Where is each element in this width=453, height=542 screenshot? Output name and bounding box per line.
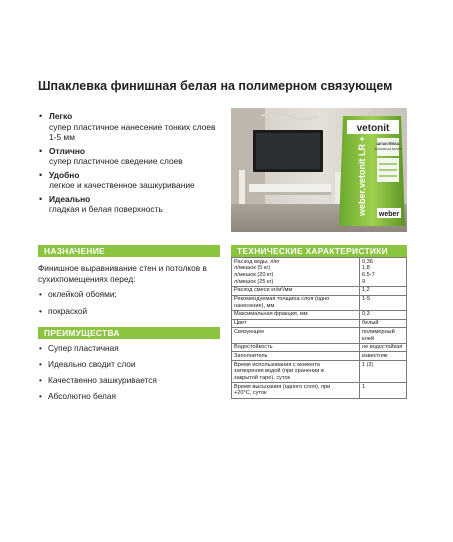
bag-side-label: weber.vetonit LR + (357, 136, 367, 216)
feature-heading: • Идеально (49, 193, 91, 204)
tech-value-line: 0,3 (362, 311, 370, 318)
tech-value (360, 383, 407, 398)
tech-key-line: нанесение), мм (234, 302, 275, 309)
tech-key-line: Время использования с момента (234, 361, 320, 368)
tech-key (232, 352, 360, 361)
tech-value (360, 286, 407, 295)
advantages-heading: ПРЕИМУЩЕСТВА (38, 327, 220, 339)
tech-value-line: 1 (362, 383, 366, 390)
product-bag (339, 116, 405, 226)
purpose-list (38, 289, 224, 323)
product-photo (231, 108, 407, 232)
table-row (232, 343, 407, 352)
feature-text: супер пластичное сведение слоев (49, 156, 183, 166)
table-row (232, 319, 407, 328)
bag-name-line2: ФИНИШНАЯ БЕЛАЯ (374, 147, 402, 151)
feature-item (38, 170, 233, 191)
purpose-description (38, 263, 224, 285)
feature-item (38, 194, 233, 215)
tech-key-line: затворения водой (при хранении в (234, 368, 324, 375)
feature-item (38, 146, 233, 167)
tech-value-line: 0,36 (362, 258, 373, 265)
tech-key (232, 319, 360, 328)
tech-value (360, 310, 407, 319)
advantage-item: • Качественно зашкуривается (38, 375, 224, 386)
tech-key-line: Расход воды, л/кг (234, 258, 280, 265)
tech-key (232, 361, 360, 383)
feature-heading: • Удобно (49, 169, 80, 180)
purpose-item: • оклейкой обоями; (38, 289, 224, 300)
bag-maker-logo: weber (378, 211, 400, 218)
tech-value-line: полимерный (362, 328, 395, 335)
tech-value-line: 1,2 (362, 287, 370, 294)
tech-value-line: 6,5-7 (362, 271, 375, 278)
tech-value (360, 295, 407, 310)
tech-value-line: 9 (362, 278, 366, 285)
feature-item (38, 111, 233, 143)
interior-illustration (231, 108, 407, 232)
tech-key-line: Расход смеси кг/м²/мм (234, 287, 293, 294)
tech-value-line: 1,8 (362, 265, 370, 272)
tech-key-line: Связующее (234, 328, 265, 335)
table-row (232, 328, 407, 343)
tech-key-line: Максимальная фракция, мм (234, 311, 308, 318)
table-row (232, 383, 407, 398)
bag-name-line1: ШПАКЛЕВКА (376, 142, 400, 146)
tech-key (232, 343, 360, 352)
advantage-item: • Идеально сводит слои (38, 359, 224, 370)
tech-key-line: +20°С, суток (234, 390, 267, 397)
advantage-item: • Супер пластичная (38, 343, 224, 354)
tech-key-line: Рекомендуемая толщина слоя (одно (234, 296, 330, 303)
tech-key-line: Заполнитель (234, 352, 268, 359)
purpose-text-line: Финишное выравнивание стен и потолков в (38, 263, 207, 273)
tech-value (360, 361, 407, 383)
purpose-heading: НАЗНАЧЕНИЕ (38, 245, 220, 257)
tech-value-line: не водостойкая (362, 344, 403, 351)
purpose-item: • покраской (38, 306, 224, 317)
table-row (232, 310, 407, 319)
tech-key-line: Время высыхания (одного слоя), при (234, 383, 331, 390)
tech-key-line: Водостойкость (234, 344, 273, 351)
tech-value (360, 328, 407, 343)
feature-text: гладкая и белая поверхность (49, 204, 163, 214)
tech-heading: ТЕХНИЧЕСКИЕ ХАРАКТЕРИСТИКИ (231, 245, 407, 257)
feature-heading: • Легко (49, 111, 73, 121)
feature-heading: • Отлично (49, 145, 86, 156)
tech-value-line: 1 (2) (362, 361, 374, 368)
bag-brand: vetonit (356, 123, 390, 134)
tech-value-line: клей (362, 335, 375, 342)
purpose-text-line: сухихпомещениях перед: (38, 274, 136, 284)
table-row (232, 361, 407, 383)
advantages-list (38, 343, 224, 407)
tech-value (360, 319, 407, 328)
page-title: Шпаклевка финишная белая на полимерном связующем (38, 79, 393, 93)
tech-key (232, 258, 360, 287)
table-row (232, 295, 407, 310)
tech-key-line: л/мешок (5 кг) (234, 265, 271, 272)
feature-text: 1-5 мм (49, 132, 75, 142)
tech-value-line: 1-5 (362, 296, 371, 303)
tech-key-line: Цвет (234, 320, 247, 327)
tech-value-line: известняк (362, 352, 388, 359)
tech-table (231, 257, 407, 399)
tech-value (360, 352, 407, 361)
table-row (232, 258, 407, 287)
tech-value (360, 343, 407, 352)
tech-key (232, 286, 360, 295)
tech-key-line: л/мешок (20 кг) (234, 271, 274, 278)
tech-key-line: л/мешок (25 кг) (234, 278, 274, 285)
tech-value-line: белый (362, 320, 379, 327)
tech-value (360, 258, 407, 287)
feature-text: супер пластичное нанесение тонких слоев (49, 121, 216, 132)
tech-key (232, 310, 360, 319)
tech-key (232, 328, 360, 343)
tech-key-line: закрытой таре), суток (234, 375, 290, 382)
advantage-item: • Абсолютно белая (38, 391, 224, 402)
feature-text: легкое и качественное зашкуривание (49, 180, 195, 190)
table-row (232, 286, 407, 295)
table-row (232, 352, 407, 361)
tech-key (232, 295, 360, 310)
feature-list (38, 111, 233, 218)
tech-key (232, 383, 360, 398)
